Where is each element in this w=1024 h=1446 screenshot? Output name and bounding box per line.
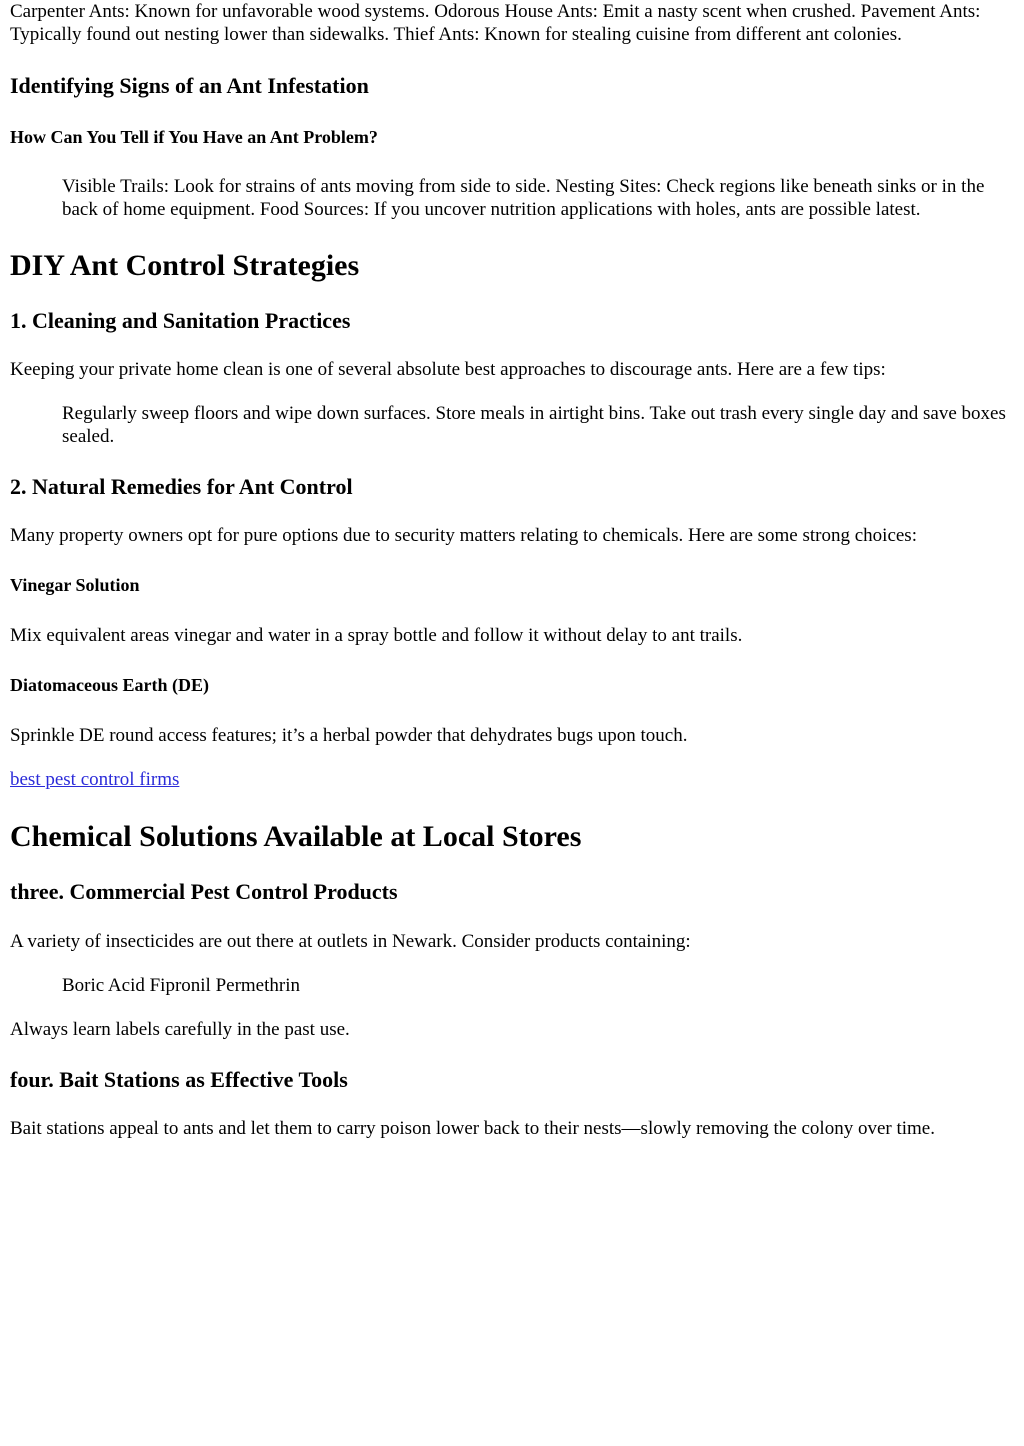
pest-control-link[interactable]: best pest control firms [10, 769, 180, 790]
vinegar-heading: Vinegar Solution [10, 575, 140, 595]
vinegar-paragraph: Mix equivalent areas vinegar and water in a spray bottle and follow it without delay to ant trails. [10, 625, 743, 646]
signs-quote: Visible Trails: Look for strains of ants moving from side to side. Nesting Sites: Check regions like beneath sinks or in the back of home equipment. Food Sources: If you uncover nutrition applications with holes, ants are possible latest. [62, 176, 985, 220]
natural-heading: 2. Natural Remedies for Ant Control [10, 474, 353, 499]
signs-subheading: How Can You Tell if You Have an Ant Problem? [10, 127, 378, 147]
intro-paragraph: Carpenter Ants: Known for unfavorable wood systems. Odorous House Ants: Emit a nasty scent when crushed. Pavement Ants: Typically found out nesting lower than sidewalks. Thief Ants: Known for stealing cuisine from different ant colonies. [10, 1, 981, 45]
commercial-quote: Boric Acid Fipronil Permethrin [62, 975, 301, 996]
de-paragraph: Sprinkle DE round access features; it’s a herbal powder that dehydrates bugs upon touch. [10, 725, 688, 746]
commercial-heading: three. Commercial Pest Control Products [10, 879, 398, 904]
de-heading: Diatomaceous Earth (DE) [10, 675, 209, 695]
link-paragraph [10, 768, 1014, 791]
cleaning-heading: 1. Cleaning and Sanitation Practices [10, 308, 351, 333]
cleaning-paragraph: Keeping your private home clean is one of several absolute best approaches to discourage ants. Here are a few tips: [10, 359, 886, 380]
signs-heading: Identifying Signs of an Ant Infestation [10, 73, 369, 98]
cleaning-quote: Regularly sweep floors and wipe down surfaces. Store meals in airtight bins. Take out trash every single day and save boxes sealed. [62, 403, 1006, 447]
commercial-paragraph: A variety of insecticides are out there at outlets in Newark. Consider products containing: [10, 931, 691, 952]
natural-paragraph: Many property owners opt for pure options due to security matters relating to chemicals. Here are some strong choices: [10, 525, 917, 546]
bait-heading: four. Bait Stations as Effective Tools [10, 1067, 348, 1092]
chemical-heading: Chemical Solutions Available at Local Stores [10, 820, 582, 853]
commercial-after: Always learn labels carefully in the past use. [10, 1019, 350, 1040]
diy-heading: DIY Ant Control Strategies [10, 249, 360, 282]
bait-paragraph: Bait stations appeal to ants and let them to carry poison lower back to their nests—slowly removing the colony over time. [10, 1118, 935, 1139]
